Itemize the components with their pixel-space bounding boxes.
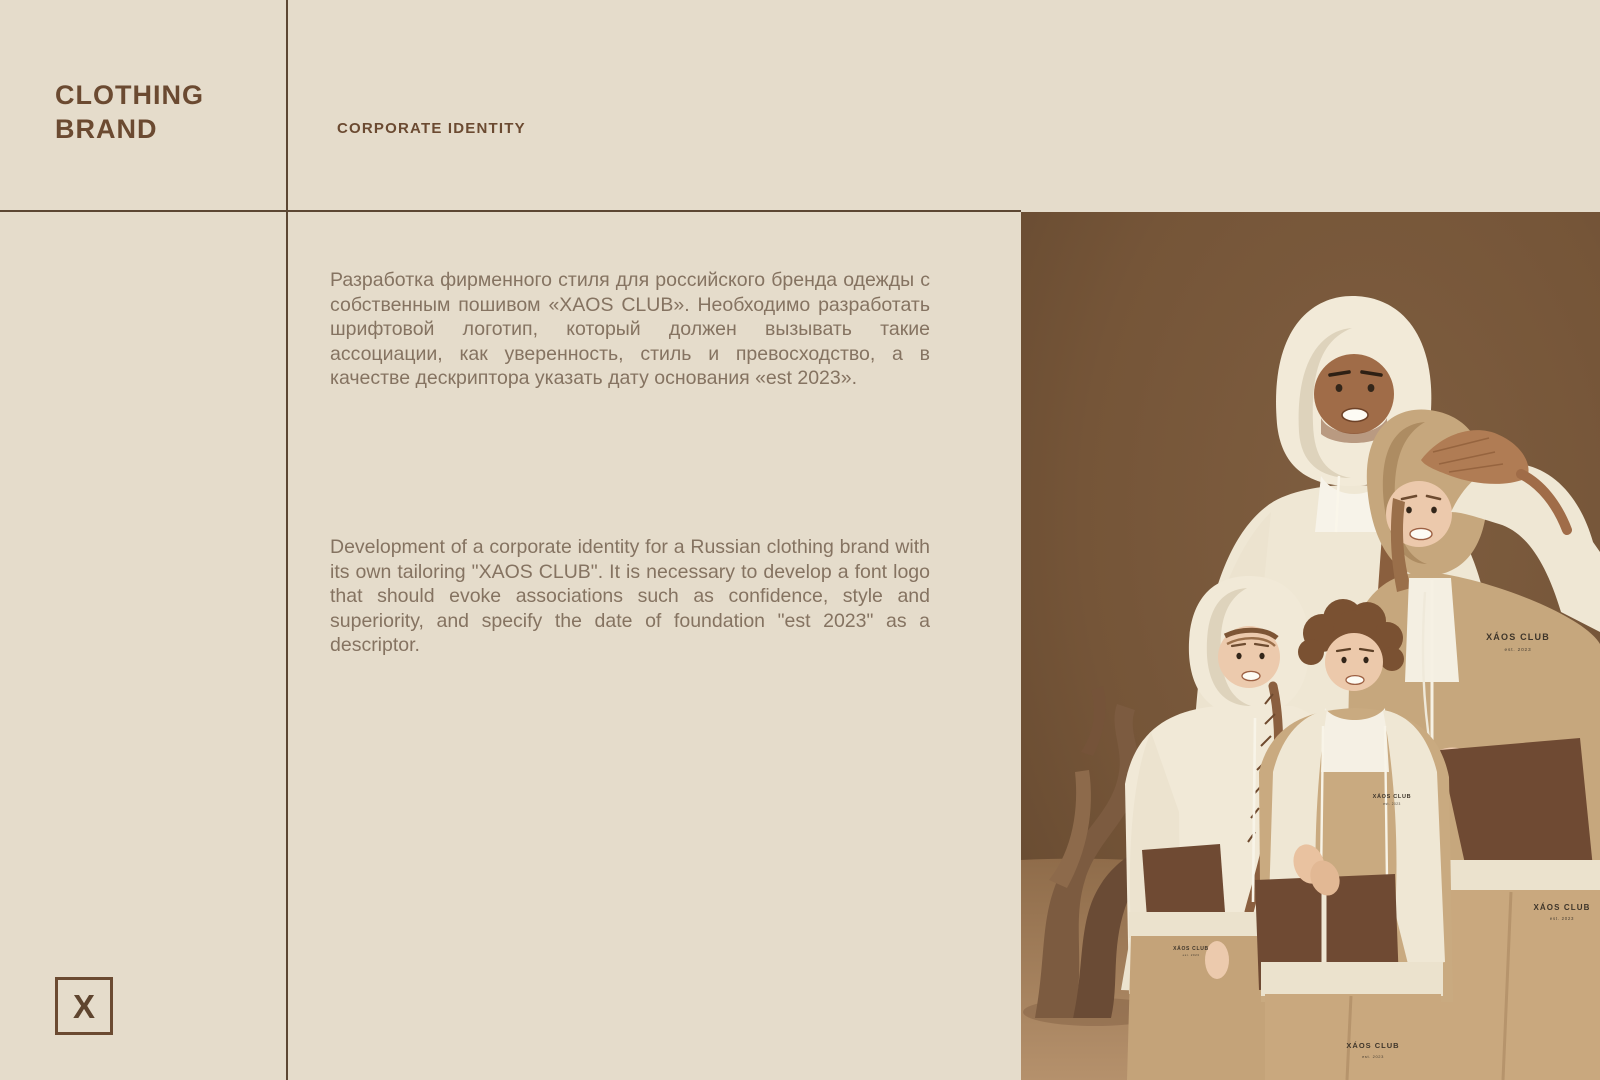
brand-print-woman-chest: XÁOS CLUB — [1486, 632, 1550, 642]
brief-paragraph-russian: Разработка фирменного стиля для российского бренда одежды с собственным пошивом «XAOS CLUB». Необходимо разработать шрифтовой логотип, который должен вызывать такие ассоциации, как уверенность, стиль и превосходство, а в качестве дескриптора указать дату основания «est 2023». — [330, 269, 930, 389]
brand-print-boy-chest-sub: est. 2023 — [1383, 802, 1401, 806]
x-logo-letter: X — [72, 987, 95, 1025]
brief-paragraph-english: Development of a corporate identity for a Russian clothing brand with its own tailoring "XAOS CLUB". It is necessary to develop a font logo that should evoke associations such as confidence, style and superiority, and specify the date of foundation "est 2023" as a descriptor. — [330, 536, 930, 656]
section-title: CORPORATE IDENTITY — [337, 120, 526, 137]
brand-print-woman-pant-sub: est. 2023 — [1549, 916, 1575, 921]
brand-print-boy-pant-sub: est. 2023 — [1362, 1054, 1384, 1059]
brand-print-boy-pant: XÁOS CLUB — [1346, 1041, 1400, 1050]
vertical-divider — [286, 0, 288, 1080]
brand-print-boy-chest: XÁOS CLUB — [1372, 794, 1412, 800]
brand-print-woman-pant: XÁOS CLUB — [1533, 903, 1591, 912]
brand-title: CLOTHING BRAND — [55, 80, 204, 144]
brand-print-girl-pant-sub: est. 2023 — [1182, 953, 1200, 957]
family-photo — [1021, 212, 1600, 1080]
x-logo-box — [55, 977, 113, 1035]
horizontal-divider — [0, 210, 1021, 212]
brand-print-girl-pant: XÁOS CLUB — [1173, 946, 1209, 952]
brand-print-woman-chest-sub: est. 2023 — [1504, 648, 1532, 653]
